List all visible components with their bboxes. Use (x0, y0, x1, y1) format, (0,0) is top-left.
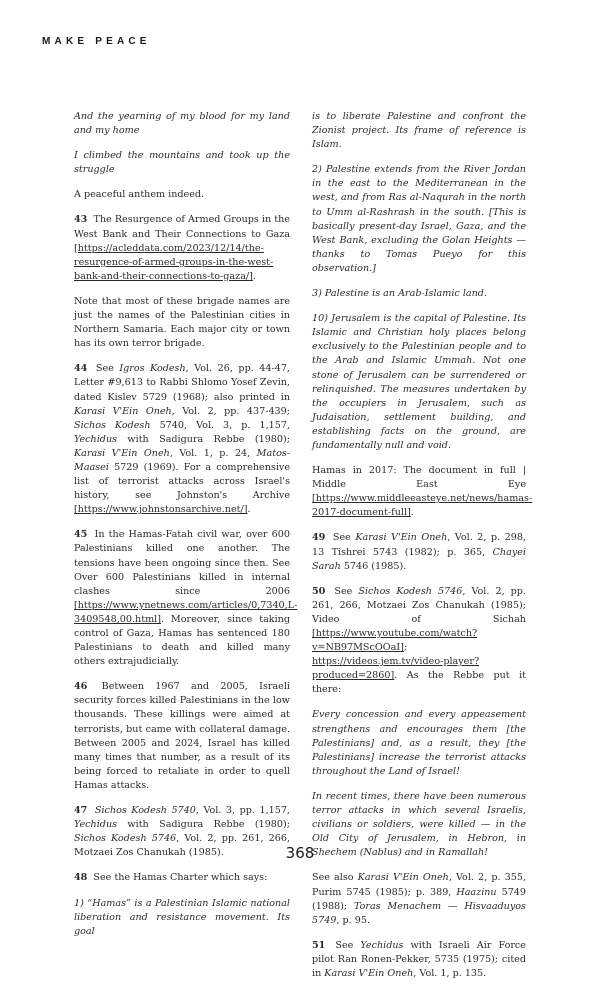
footnote-48: 48 See the Hamas Charter which says: (74, 872, 268, 884)
citation-link[interactable]: [https://www.middleeasteye.net/news/hamas-2017-document-full] (312, 493, 533, 519)
footnote-number: 49 (312, 532, 326, 544)
paragraph: Note that most of these brigade names are just the names of the Palestinian cities in Northern Samaria. Each major city or town has its own terror brigade. (74, 295, 290, 350)
footnote-51: 51 See Yechidus with Israeli Air Force pilot Ran Ronen-Pekker, 5735 (1975); cited in Karasi V'Ein Oneh, Vol. 1, p. 135. (312, 939, 526, 979)
rebbe-quote: Every concession and every appeasement strengthens and encourages them [the Palestinians] and, as a result, they [the Palestinians] increase the terrorist attacks throughout the Land of Israel! (312, 709, 526, 777)
see-also-citation: See also Karasi V'Ein Oneh, Vol. 2, p. 355, Purim 5745 (1985); p. 389, Haazinu 5749 (1988); Toras Menachem — Hisvaaduyos 5749, p. 95. (312, 872, 527, 926)
footnote-number: 50 (312, 585, 326, 597)
video-link[interactable]: [https://www.youtube.com/watch?v=NB97MScOOaI] (312, 628, 478, 654)
footnote-44: 44 See Igros Kodesh, Vol. 26, pp. 44-47, Letter #9,613 to Rabbi Shlomo Yosef Zevin, dated Kislev 5729 (1968); also printed in Karasi V'Ein Oneh, Vol. 2, pp. 437-439; Sichos Kodesh 5740, Vol. 3, p. 1,157, Yechidus with Sadigura Rebbe (1980); Karasi V'Ein Oneh, Vol. 1, p. 24, Matos-Maasei 5729 (1969). For a comprehensive list of terrorist attacks across Israel's history, see Johnston's Archive [https://www.johnstonsarchive.net/]. (74, 363, 291, 516)
footnote-number: 43 (74, 214, 88, 226)
footnote-43: 43 The Resurgence of Armed Groups in the West Bank and Their Connections to Gaza [https://acleddata.com/2023/12/14/the-resurgence-of-armed-groups-in-the-west-bank-and-their-connections-to-gaza/]. (74, 214, 290, 282)
footnote-number: 44 (74, 363, 88, 375)
left-column (74, 110, 298, 950)
running-header: MAKE PEACE (42, 36, 151, 47)
footnote-number: 45 (74, 529, 88, 541)
poem-line-2: I climbed the mountains and took up the struggle (74, 150, 290, 176)
poem-line-1: And the yearning of my blood for my land and my home (74, 111, 290, 137)
footnote-number: 46 (74, 681, 88, 693)
footnote-number: 51 (312, 939, 326, 951)
footnote-number: 47 (74, 805, 88, 817)
footnote-46: 46 Between 1967 and 2005, Israeli security forces killed Palestinians in the low thousands. These killings were aimed at terrorists, but came with collateral damage. Between 2005 and 2024, Israel has killed many times that number, as a result of its being forced to retaliate in order to quell Hamas attacks. (74, 681, 290, 791)
footnote-link[interactable]: [https://acleddata.com/2023/12/14/the-resurgence-of-armed-groups-in-the-west-bank-and-their-connections-to-gaza/] (74, 242, 274, 282)
footnote-link[interactable]: [https://www.johnstonsarchive.net/] (74, 504, 248, 516)
footnote-45: 45 In the Hamas-Fatah civil war, over 600 Palestinians killed one another. The tensions have been ongoing since then. See Over 600 Palestinians killed in internal clashes since 2006 [https://www.ynetnews.com/articles/0,7340,L-3409548,00.html]. Moreover, since taking control of Gaza, Hamas has sentenced 180 Palestinians to death and killed many others extrajudicially. (74, 529, 298, 668)
footnote-link[interactable]: [https://www.ynetnews.com/articles/0,7340,L-3409548,00.html] (74, 599, 298, 625)
video-link[interactable]: https://videos.jem.tv/video-player?produced=2860] (312, 656, 480, 682)
footnote-50: 50 See Sichos Kodesh 5746, Vol. 2, pp. 261, 266, Motzaei Zos Chanukah (1985); Video of Sichah [https://www.youtube.com/watch?v=NB97MScOOaI]; https://videos.jem.tv/video-player?produced=2860]. As the Rebbe put it there: (312, 585, 526, 696)
paragraph: A peaceful anthem indeed. (74, 189, 205, 201)
rebbe-quote: In recent times, there have been numerous terror attacks in which several Israelis, civilians or soldiers, were killed — in the Old City of Jerusalem, in Hebron, in Shechem (Nablus) and in Ramallah! (312, 790, 526, 859)
charter-quote: 2) Palestine extends from the River Jordan in the east to the Mediterranean in the west, and from Ras al-Naqurah in the north to Umm al-Rashrash in the south. [This is basically present-day Israel, Gaza, and the West Bank, excluding the Golan Heights — thanks to Tomas Pueyo for this observation.] (312, 164, 526, 274)
footnote-47: 47 Sichos Kodesh 5740, Vol. 3, pp. 1,157, Yechidus with Sadigura Rebbe (1980); Sichos Kodesh 5746, Vol. 2, pp. 261, 266, Motzaei Zos Chanukah (1985). (74, 805, 290, 859)
charter-quote: 1) “Hamas” is a Palestinian Islamic national liberation and resistance movement. Its goal (74, 897, 290, 937)
footnote-number: 48 (74, 872, 88, 884)
charter-quote: is to liberate Palestine and confront the Zionist project. Its frame of reference is Islam. (312, 111, 526, 151)
charter-quote: 10) Jerusalem is the capital of Palestine. Its Islamic and Christian holy places belong exclusively to the Palestinian people and to the Arab and Islamic Ummah. Not one stone of Jerusalem can be surrendered or relinquished. The measures undertaken by the occupiers in Jerusalem, such as Judaisation, settlement building, and establishing facts on the ground, are fundamentally null and void. (312, 313, 526, 451)
charter-quote: 3) Palestine is an Arab-Islamic land. (312, 288, 487, 300)
source-citation: Hamas in 2017: The document in full | Middle East Eye [https://www.middleeasteye.net/news/hamas-2017-document-full]. (312, 465, 533, 519)
page-number: 368 (285, 844, 315, 862)
footnote-49: 49 See Karasi V'Ein Oneh, Vol. 2, p. 298, 13 Tishrei 5743 (1982); p. 365, Chayei Sarah 5746 (1985). (312, 532, 526, 572)
